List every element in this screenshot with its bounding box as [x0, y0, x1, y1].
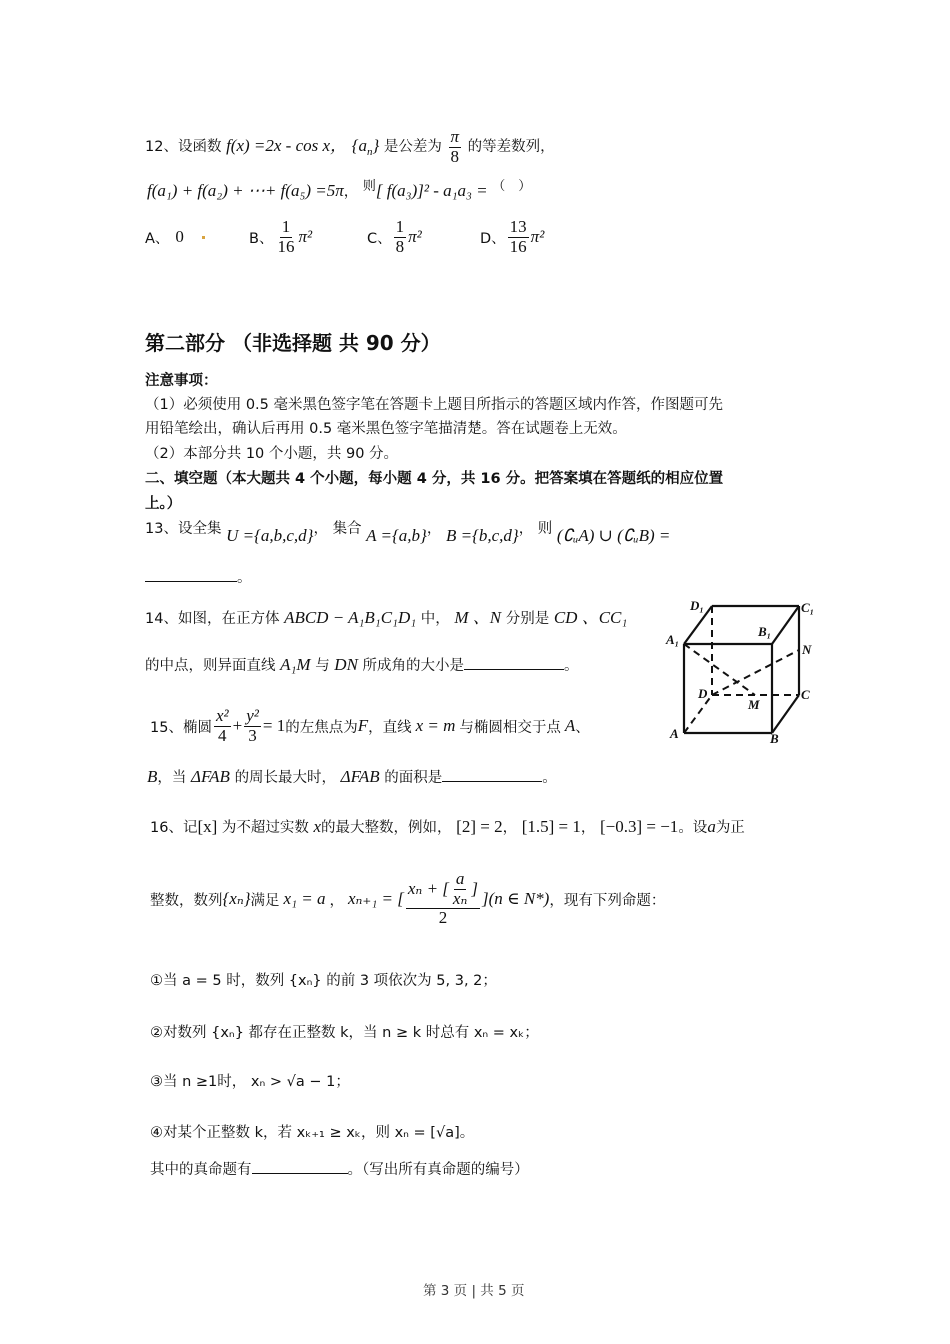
- q13-set-label: 集合: [332, 521, 362, 537]
- q14-line1: 14、如图，在正方体 ABCD − A₁B₁C₁D₁ 中， M 、N 分别是 CD 、CC₁: [145, 608, 628, 627]
- page-footer: 第 3 页 | 共 5 页: [423, 1283, 525, 1299]
- q15-line1: 15、椭圆 $\frac{\text{x²}}{4}$ + $\frac{\text{y²}}{3}$ = 1 的左焦点为 F ，直线 x = m 与椭圆相交于点 A 、: [150, 706, 590, 745]
- q12-sum: f(a₁) + f(a₂) + ⋯+ f(a₅) =5π: [147, 181, 344, 200]
- svg-text:C₁: C₁: [801, 600, 815, 615]
- option-a: A、 0: [145, 227, 249, 248]
- q12-line2: [147, 175, 531, 201]
- q12-then: 则: [362, 179, 376, 194]
- svg-text:N: N: [802, 642, 812, 657]
- q14-line2: 的中点，则异面直线 A₁M 与 DN 所成角的大小是 。: [145, 655, 579, 674]
- q12-seq: $\{a_n\}$: [351, 136, 380, 159]
- q16-prop-1: ①当 a = 5 时，数列 {xₙ} 的前 3 项依次为 5, 3, 2；: [150, 973, 497, 989]
- q12-suffix: 的等差数列，: [467, 139, 555, 156]
- notice-1b: 用铅笔绘出，确认后再用 0.5 毫米黑色签字笔描清楚。答在试题卷上无效。: [145, 421, 627, 437]
- q13-line1: 13、设全集 U ={a,b,c,d}， 集合 A ={a,b}， B ={b,c,d}， 则 (∁ᵤA) ∪ (∁ᵤB) =: [145, 521, 671, 545]
- q12-prefix: 12、设函数: [145, 139, 222, 156]
- q13-set-u: U ={a,b,c,d}: [226, 526, 314, 545]
- q12-fraction: $\frac{\pi}{8}$: [450, 127, 460, 166]
- q16-prop-2: ②对数列 {xₙ} 都存在正整数 k，当 n ≥ k 时总有 xₙ = xₖ；: [150, 1025, 539, 1041]
- q13-set-a: A ={a,b}: [366, 526, 427, 545]
- q16-line1: 16、记[x] 为不超过实数 x的最大整数，例如， [2] = 2， [1.5] = 1， [−0.3] = −1。设a为正: [150, 817, 745, 836]
- q14-answer-blank[interactable]: [464, 655, 564, 670]
- svg-text:A₁: A₁: [666, 632, 680, 647]
- cube-figure: [660, 592, 830, 752]
- q15-answer-blank[interactable]: [442, 767, 542, 782]
- q12-answer-paren: （ ）: [492, 179, 532, 194]
- option-d: D、 $\frac{13}{16}$ π²: [480, 217, 545, 256]
- q12-options: [145, 218, 544, 256]
- q16-prop-3: ③当 n ≥1时， xₙ > √a − 1；: [150, 1074, 350, 1090]
- section-fill-blank-a: 二、填空题（本大题共 4 个小题，每小题 4 分，共 16 分。把答案填在答题纸的相应位置: [145, 471, 724, 487]
- q13-answer-line: 。: [145, 566, 252, 587]
- q12-comma: ，: [343, 184, 359, 200]
- svg-text:D: D: [698, 686, 708, 701]
- q13-expr: (∁ᵤA) ∪ (∁ᵤB) =: [556, 526, 671, 545]
- q13-prefix: 13、设全集: [145, 521, 222, 537]
- q16-answer-line: 其中的真命题有 。（写出所有真命题的编号）: [150, 1158, 529, 1179]
- notice-title: 注意事项：: [145, 373, 218, 389]
- q14-cube: ABCD − A₁B₁C₁D₁: [284, 608, 417, 627]
- svg-text:B: B: [770, 731, 779, 746]
- q12-mid: 是公差为: [383, 139, 442, 156]
- option-c: C、 $\frac{1}{8}$ π²: [367, 217, 422, 256]
- svg-text:M: M: [748, 697, 760, 712]
- option-b: B、 $\frac{1}{16}$ π²: [249, 217, 313, 256]
- q15-line2: B，当 ΔFAB 的周长最大时， ΔFAB 的面积是 。: [147, 767, 557, 786]
- section-fill-blank-b: 上。）: [145, 496, 182, 512]
- q12-expr: [ f(a₃)]² - a₁a₃ =: [375, 181, 488, 200]
- q13-then: 则: [537, 521, 553, 537]
- part2-title: 第二部分 （非选择题 共 90 分）: [145, 331, 441, 355]
- svg-text:B₁: B₁: [758, 624, 772, 639]
- svg-text:D₁: D₁: [690, 598, 704, 613]
- q16-answer-blank[interactable]: [252, 1159, 348, 1174]
- notice-2: （2）本部分共 10 个小题，共 90 分。: [145, 446, 399, 462]
- q16-recurrence-fraction: xₙ + [ $\frac{a}{\text{xₙ}}$ ] 2: [407, 869, 478, 928]
- q16-prop-4: ④对某个正整数 k，若 xₖ₊₁ ≥ xₖ，则 xₙ = [√a]。: [150, 1125, 475, 1141]
- svg-text:A: A: [670, 726, 679, 741]
- q12-line1: [145, 128, 555, 166]
- notice-1a: （1）必须使用 0.5 毫米黑色签字笔在答题卡上题目所指示的答题区域内作答，作图题可先: [145, 397, 723, 413]
- q13-set-b: B ={b,c,d}: [445, 526, 519, 545]
- q13-answer-blank[interactable]: [145, 567, 237, 582]
- q16-line2: 整数，数列 {xₙ} 满足 x₁ = a ， xₙ₊₁ = [ xₙ + [ $\frac{a}{\text{xₙ}}$ ] 2 ](n ∈ N*) ，现有下列命题：: [150, 869, 666, 928]
- q12-func: f(x) =2x - cos x，: [226, 136, 348, 156]
- svg-text:C: C: [801, 687, 810, 702]
